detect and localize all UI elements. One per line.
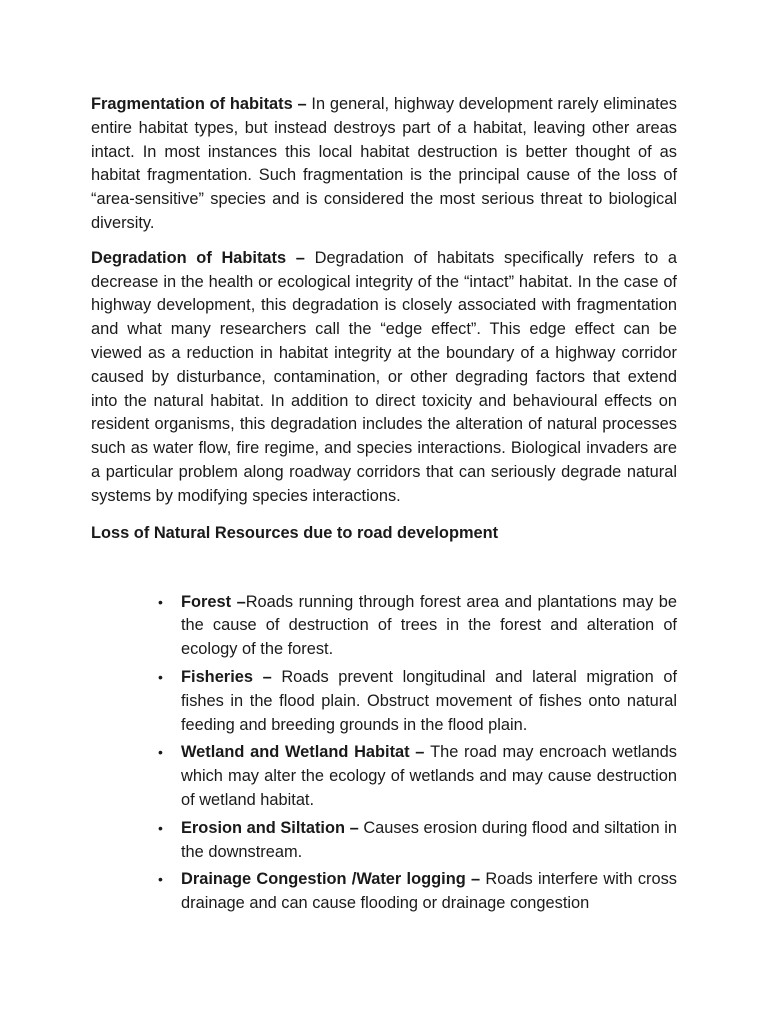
list-item-fisheries (158, 666, 678, 737)
document-page (91, 93, 677, 920)
list-item-erosion (158, 817, 677, 865)
section-heading: Loss of Natural Resources due to road development (91, 523, 499, 542)
body-fisheries: Roads prevent longitudinal and lateral migration of fishes in the flood plain. Obstruct movement of fishes onto natural feeding and breeding grounds in the flood plain. (181, 667, 678, 734)
body-drainage: Roads interfere with cross drainage and can cause flooding or drainage congestion (181, 870, 677, 913)
bullet-icon: • (158, 819, 163, 836)
body-fragmentation: In general, highway development rarely eliminates entire habitat types, but instead destroys part of a habitat, leaving other areas intact. In most instances this local habitat destruction is better thought of as habitat fragmentation. Such fragmentation is the principal cause of the loss of “area-sensitive” species and is considered the most serious threat to biological diversity. (91, 95, 677, 232)
body-forest: Roads running through forest area and plantations may be the cause of destruction of trees in the forest and alteration of ecology of the forest. (181, 592, 678, 659)
term-wetland: Wetland and Wetland Habitat – (181, 743, 431, 762)
list-item-forest (158, 591, 678, 662)
body-erosion: Causes erosion during flood and siltation in the downstream. (181, 818, 677, 861)
paragraph-degradation (91, 247, 677, 509)
term-forest: Forest – (181, 592, 246, 611)
body-degradation: Degradation of habitats specifically refers to a decrease in the health or ecological integrity of the “intact” habitat. In the case of highway development, this degradation is closely associated with fragmentation and what many researchers call the “edge effect”. This edge effect can be viewed as a reduction in habitat integrity at the boundary of a highway corridor caused by disturbance, contamination, or other degrading factors that extend into the natural habitat. In addition to direct toxicity and behavioural effects on resident organisms, this degradation includes the alteration of natural processes such as water flow, fire regime, and species interactions. Biological invaders are a particular problem along roadway corridors that can seriously degrade natural systems by modifying species interactions. (91, 248, 677, 505)
bullet-icon: • (158, 871, 163, 888)
list-item-drainage (158, 868, 677, 916)
resource-list (91, 591, 677, 916)
bullet-icon: • (158, 668, 163, 685)
list-item-wetland (158, 741, 677, 812)
term-fisheries: Fisheries – (181, 667, 282, 686)
body-wetland: The road may encroach wetlands which may alter the ecology of wetlands and may cause destruction of wetland habitat. (181, 743, 677, 809)
bullet-icon: • (158, 744, 163, 761)
paragraph-fragmentation (91, 93, 677, 236)
term-degradation: Degradation of Habitats – (91, 248, 315, 267)
term-fragmentation: Fragmentation of habitats – (91, 95, 312, 113)
term-erosion: Erosion and Siltation – (181, 818, 364, 837)
term-drainage: Drainage Congestion /Water logging – (181, 870, 486, 889)
bullet-icon: • (158, 593, 163, 610)
